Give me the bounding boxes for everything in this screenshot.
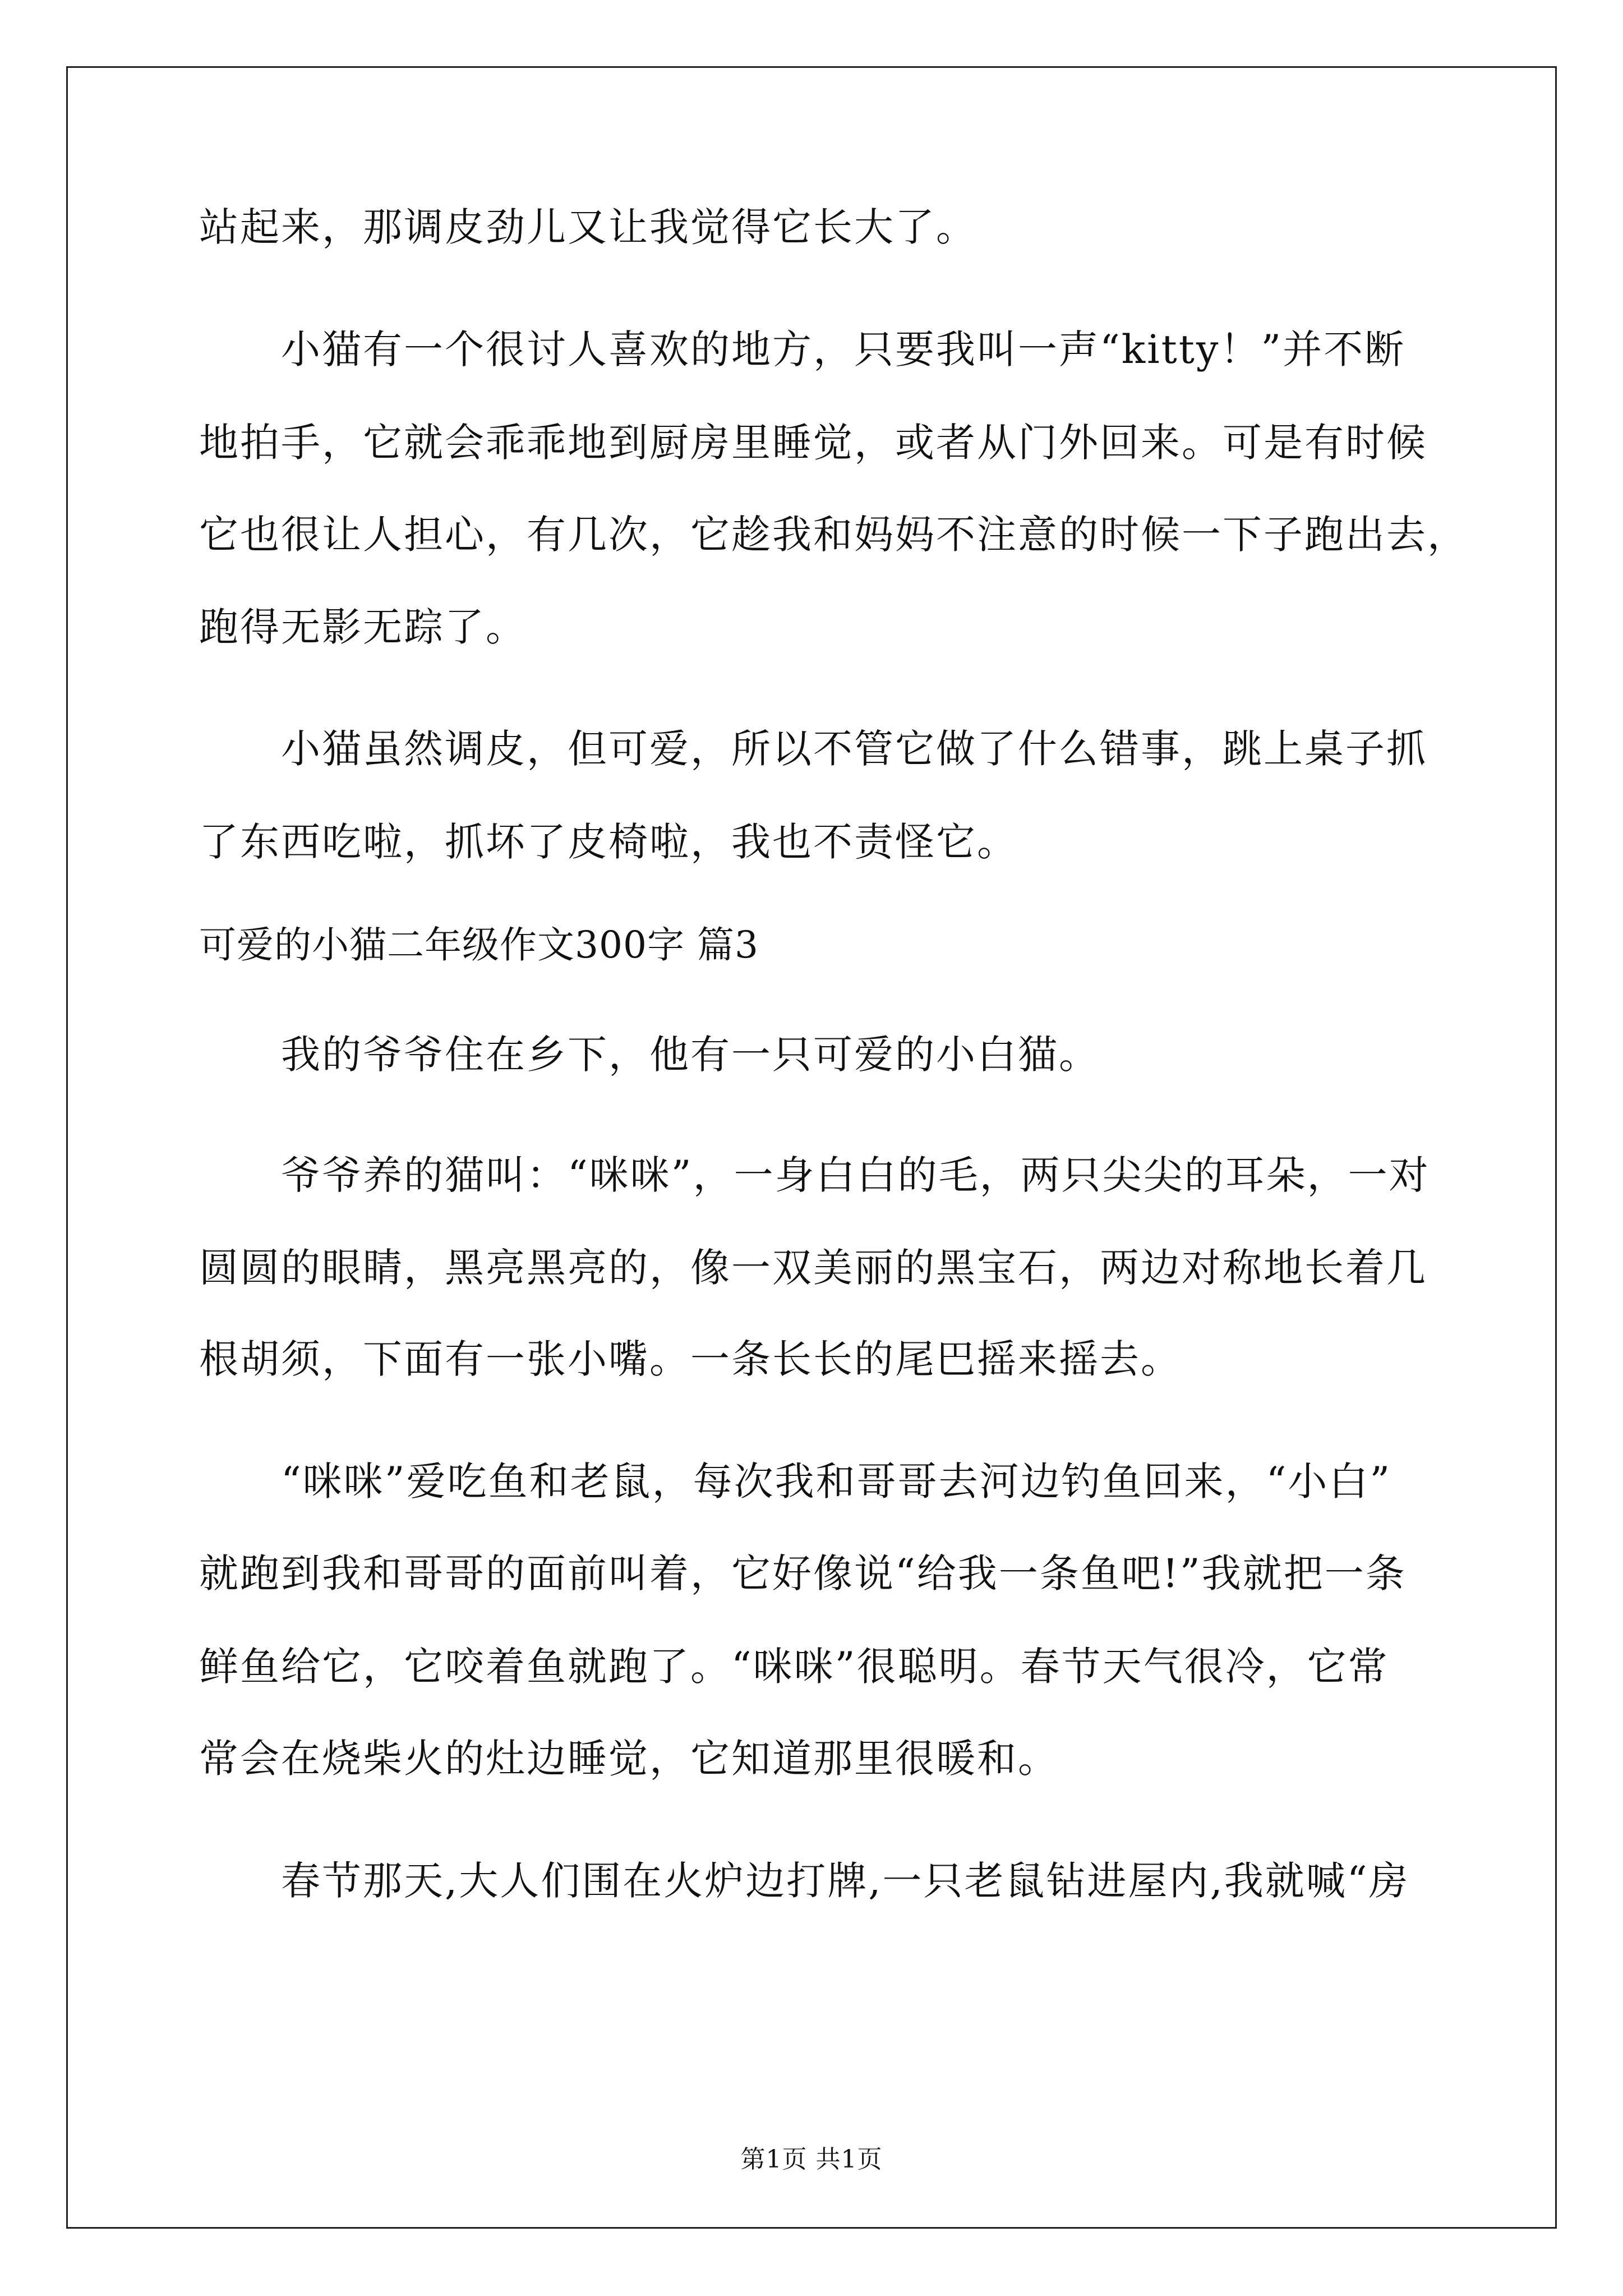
- text-line-11: 圆圆的眼睛，黑亮黑亮的，像一双美丽的黑宝石，两边对称地长着几: [199, 1245, 1427, 1291]
- text-line-9: 我的爷爷住在乡下，他有一只可爱的小白猫。: [281, 1032, 1100, 1078]
- text-line-15: 鲜鱼给它，它咬着鱼就跑了。“咪咪”很聪明。春节天气很冷，它常: [199, 1644, 1389, 1690]
- text-line-4: 它也很让人担心，有几次，它趁我和妈妈不注意的时候一下子跑出去，: [199, 512, 1468, 558]
- text-line-14: 就跑到我和哥哥的面前叫着，它好像说“给我一条鱼吧!”我就把一条: [199, 1550, 1407, 1596]
- text-line-13: “咪咪”爱吃鱼和老鼠，每次我和哥哥去河边钓鱼回来，“小白”: [281, 1458, 1392, 1504]
- text-line-2: 小猫有一个很讨人喜欢的地方，只要我叫一声“kitty！”并不断: [281, 326, 1406, 372]
- text-line-10: 爷爷养的猫叫：“咪咪”，一身白白的毛，两只尖尖的耳朵，一对: [281, 1152, 1430, 1198]
- text-line-17: 春节那天,大人们围在火炉边打牌,一只老鼠钻进屋内,我就喊“房: [281, 1858, 1410, 1904]
- page-footer: 第1页 共1页: [740, 2145, 883, 2174]
- text-line-7: 了东西吃啦，抓坏了皮椅啦，我也不责怪它。: [199, 819, 1018, 865]
- section-heading: 可爱的小猫二年级作文300字 篇3: [199, 923, 759, 967]
- text-line-1: 站起来，那调皮劲儿又让我觉得它长大了。: [199, 204, 977, 250]
- text-line-6: 小猫虽然调皮，但可爱，所以不管它做了什么错事，跳上桌子抓: [281, 726, 1427, 772]
- text-line-3: 地拍手，它就会乖乖地到厨房里睡觉，或者从门外回来。可是有时候: [199, 420, 1427, 466]
- text-line-16: 常会在烧柴火的灶边睡觉，它知道那里很暖和。: [199, 1736, 1059, 1782]
- text-line-5: 跑得无影无踪了。: [199, 604, 527, 650]
- text-line-12: 根胡须，下面有一张小嘴。一条长长的尾巴摇来摇去。: [199, 1336, 1182, 1382]
